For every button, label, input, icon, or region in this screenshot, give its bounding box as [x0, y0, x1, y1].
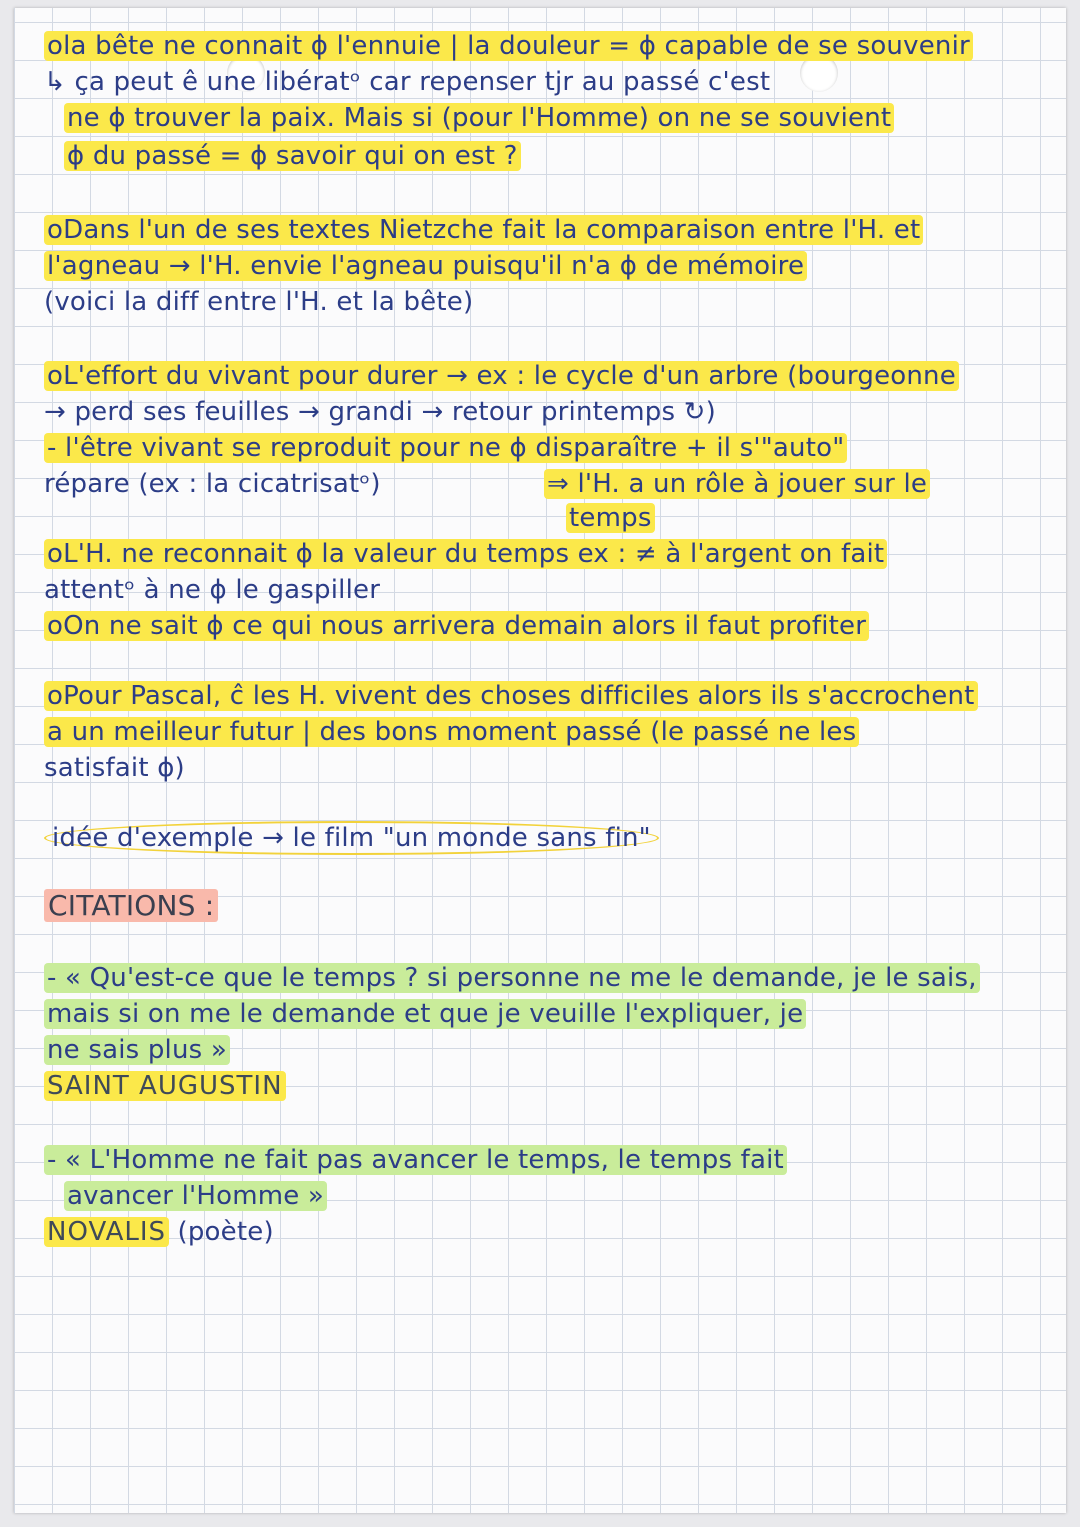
note-line: répare (ex : la cicatrisatᵒ): [44, 469, 381, 499]
note-line: oL'effort du vivant pour durer → ex : le cycle d'un arbre (bourgeonne: [44, 360, 959, 392]
note-line: - l'être vivant se reproduit pour ne ϕ disparaître + il s'"auto": [44, 432, 847, 464]
note-line: a un meilleur futur | des bons moment passé (le passé ne les: [44, 716, 859, 748]
note-line: ↳ ça peut ê une libératᵒ car repenser tjr au passé c'est: [44, 67, 771, 97]
note-line: ola bête ne connait ϕ l'ennuie | la douleur = ϕ capable de se souvenir: [44, 30, 973, 62]
note-line: oL'H. ne reconnait ϕ la valeur du temps ex : ≠ à l'argent on fait: [44, 538, 887, 570]
note-line: → perd ses feuilles → grandi → retour printemps ↻): [44, 397, 717, 427]
note-line: temps: [566, 502, 655, 534]
note-line: l'agneau → l'H. envie l'agneau puisqu'il n'a ϕ de mémoire: [44, 250, 807, 282]
note-line: ϕ du passé = ϕ savoir qui on est ?: [64, 140, 521, 172]
quote-line: - « Qu'est-ce que le temps ? si personne ne me le demande, je le sais,: [44, 962, 980, 994]
quote-line: ne sais plus »: [44, 1034, 230, 1066]
note-line: attentᵒ à ne ϕ le gaspiller: [44, 575, 381, 605]
quote-author: SAINT AUGUSTIN: [44, 1070, 286, 1102]
quote-line: mais si on me le demande et que je veuille l'expliquer, je: [44, 998, 806, 1030]
quote-line: - « L'Homme ne fait pas avancer le temps, le temps fait: [44, 1144, 787, 1176]
note-line: oPour Pascal, ĉ les H. vivent des choses difficiles alors ils s'accrochent: [44, 680, 978, 712]
note-line: ⇒ l'H. a un rôle à jouer sur le: [544, 468, 930, 500]
quote-line: avancer l'Homme »: [64, 1180, 327, 1212]
note-line: (voici la diff entre l'H. et la bête): [44, 287, 474, 317]
quote-author: NOVALIS (poète): [44, 1216, 274, 1248]
note-line: satisfait ϕ): [44, 753, 185, 783]
notebook-page: [14, 8, 1066, 1513]
note-line: oDans l'un de ses textes Nietzche fait la comparaison entre l'H. et: [44, 214, 923, 246]
section-heading-citations: CITATIONS :: [44, 890, 218, 923]
note-line: ne ϕ trouver la paix. Mais si (pour l'Homme) on ne se souvient: [64, 102, 894, 134]
note-line: idée d'exemple → le film "un monde sans fin": [44, 822, 659, 854]
note-line: oOn ne sait ϕ ce qui nous arrivera demain alors il faut profiter: [44, 610, 869, 642]
